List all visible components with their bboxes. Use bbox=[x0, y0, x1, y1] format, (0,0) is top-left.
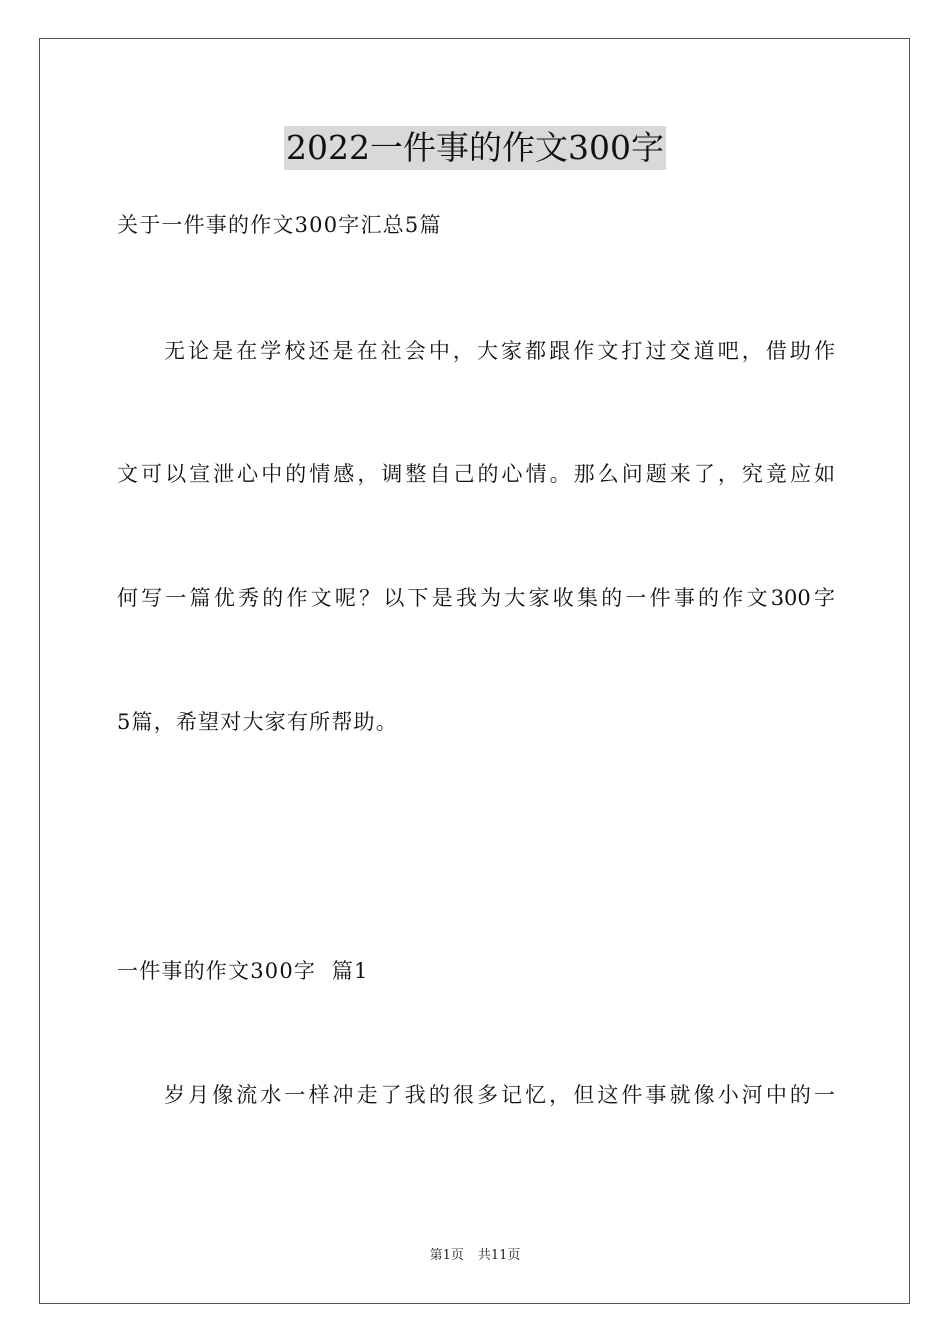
intro-paragraph-line-2: 文可以宣泄心中的情感，调整自己的心情。那么问题来了，究竟应如 bbox=[117, 462, 835, 486]
intro-paragraph-line-3: 何写一篇优秀的作文呢？以下是我为大家收集的一件事的作文300字 bbox=[117, 586, 835, 610]
document-subtitle: 关于一件事的作文300字汇总5篇 bbox=[117, 213, 442, 237]
intro-paragraph-line-4: 5篇，希望对大家有所帮助。 bbox=[117, 710, 398, 734]
section-heading: 一件事的作文300字 篇1 bbox=[117, 959, 369, 983]
document-title-text: 2022一件事的作文300字 bbox=[284, 126, 666, 170]
intro-paragraph-line-1: 无论是在学校还是在社会中，大家都跟作文打过交道吧，借助作 bbox=[164, 339, 835, 363]
page-footer bbox=[0, 1247, 950, 1265]
body-paragraph-line-1: 岁月像流水一样冲走了我的很多记忆，但这件事就像小河中的一 bbox=[164, 1083, 835, 1107]
page-number: 第1页 bbox=[429, 1248, 464, 1263]
page-total: 共11页 bbox=[477, 1248, 521, 1263]
document-title bbox=[0, 126, 950, 170]
